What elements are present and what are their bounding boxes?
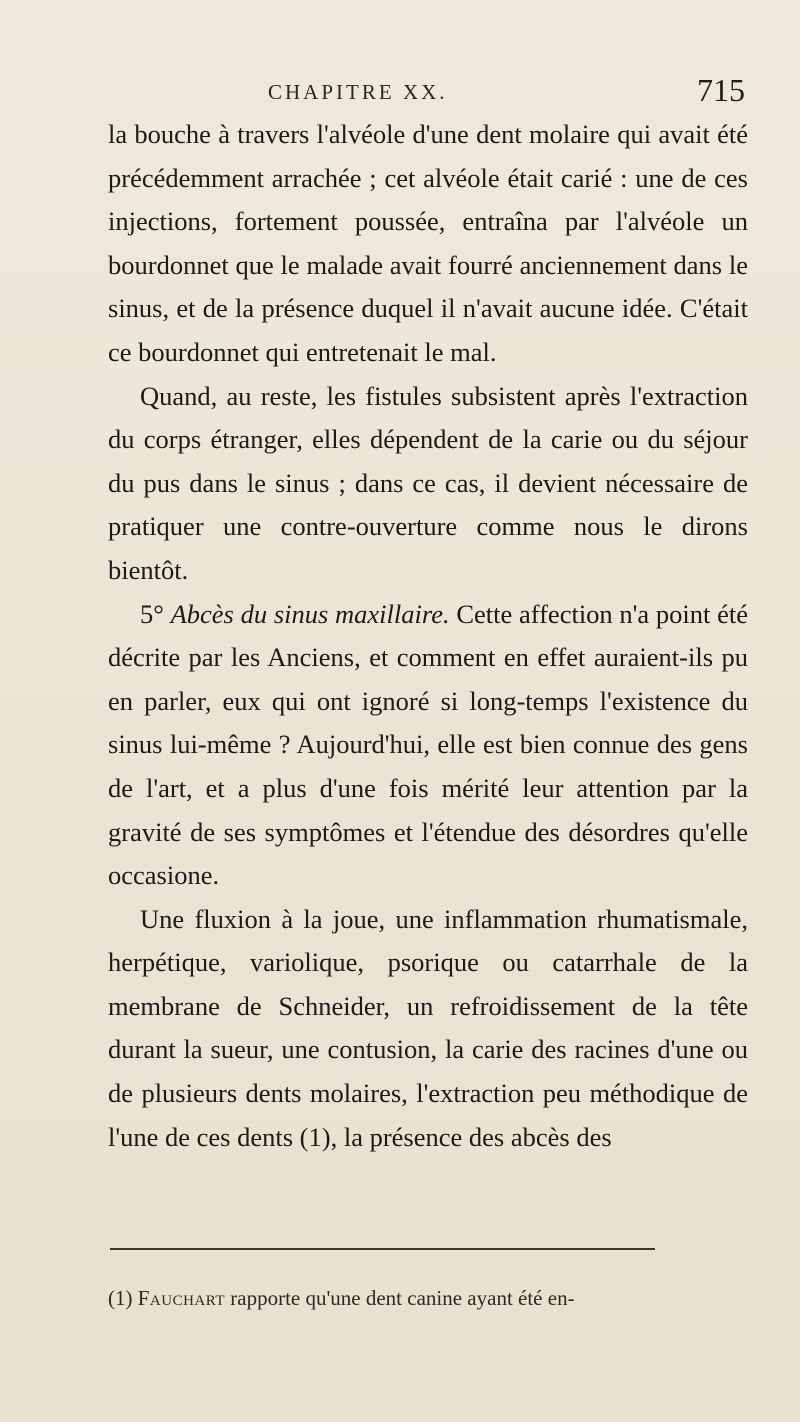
page-number: 715 — [697, 72, 745, 108]
paragraph-3 — [108, 593, 748, 898]
running-head: CHAPITRE XX. — [268, 80, 448, 104]
footnote-text: rapporte qu'une dent canine ayant été en- — [230, 1286, 575, 1310]
paragraph-4 — [108, 898, 748, 1160]
paragraph-2 — [108, 375, 748, 593]
page-header — [100, 72, 745, 112]
footnote-author: Fauchart — [137, 1286, 226, 1310]
body-text — [108, 113, 748, 1159]
paragraph-1 — [108, 113, 748, 375]
footnote-marker: (1) — [108, 1286, 133, 1310]
section-heading: Abcès du sinus maxillaire. — [170, 598, 450, 629]
footnote — [108, 1284, 748, 1312]
paragraph-3-text: Cette affection n'a point été décrite par les Anciens, et comment en effet auraient-ils pu en parler, eux qui ont ignoré si long-temps l'existence du sinus lui-même ? Aujourd'hui, elle est bien connue des gens de l'art, et a plus d'une fois mérité leur attention par la gravité de ses symptômes et l'étendue des désordres qu'elle occasione. — [108, 598, 749, 891]
footnote-rule — [110, 1248, 655, 1250]
paragraph-4-text: Une fluxion à la joue, une inflammation rhumatismale, herpétique, variolique, psorique ou catarrhale de la membrane de Schneider, un refroidissement de la tête durant la sueur, une contusion, la carie des racines d'une ou de plusieurs dents molaires, l'extraction peu méthodique de l'une de ces dents (1), la présence des abcès des — [108, 903, 748, 1152]
paragraph-2-text: Quand, au reste, les fistules subsistent après l'extraction du corps étranger, elles dépendent de la carie ou du séjour du pus dans le sinus ; dans ce cas, il devient nécessaire de pratiquer une contre-ouverture comme nous le dirons bientôt. — [108, 380, 748, 585]
paragraph-1-text: la bouche à travers l'alvéole d'une dent molaire qui avait été précédemment arrachée ; cet alvéole était carié : une de ces injections, fortement poussée, entraîna par l'alvéole un bourdonnet que le malade avait fourré anciennement dans le sinus, et de la présence duquel il n'avait aucune idée. C'était ce bourdonnet qui entretenait le mal. — [108, 119, 748, 367]
section-number: 5° — [140, 598, 164, 629]
